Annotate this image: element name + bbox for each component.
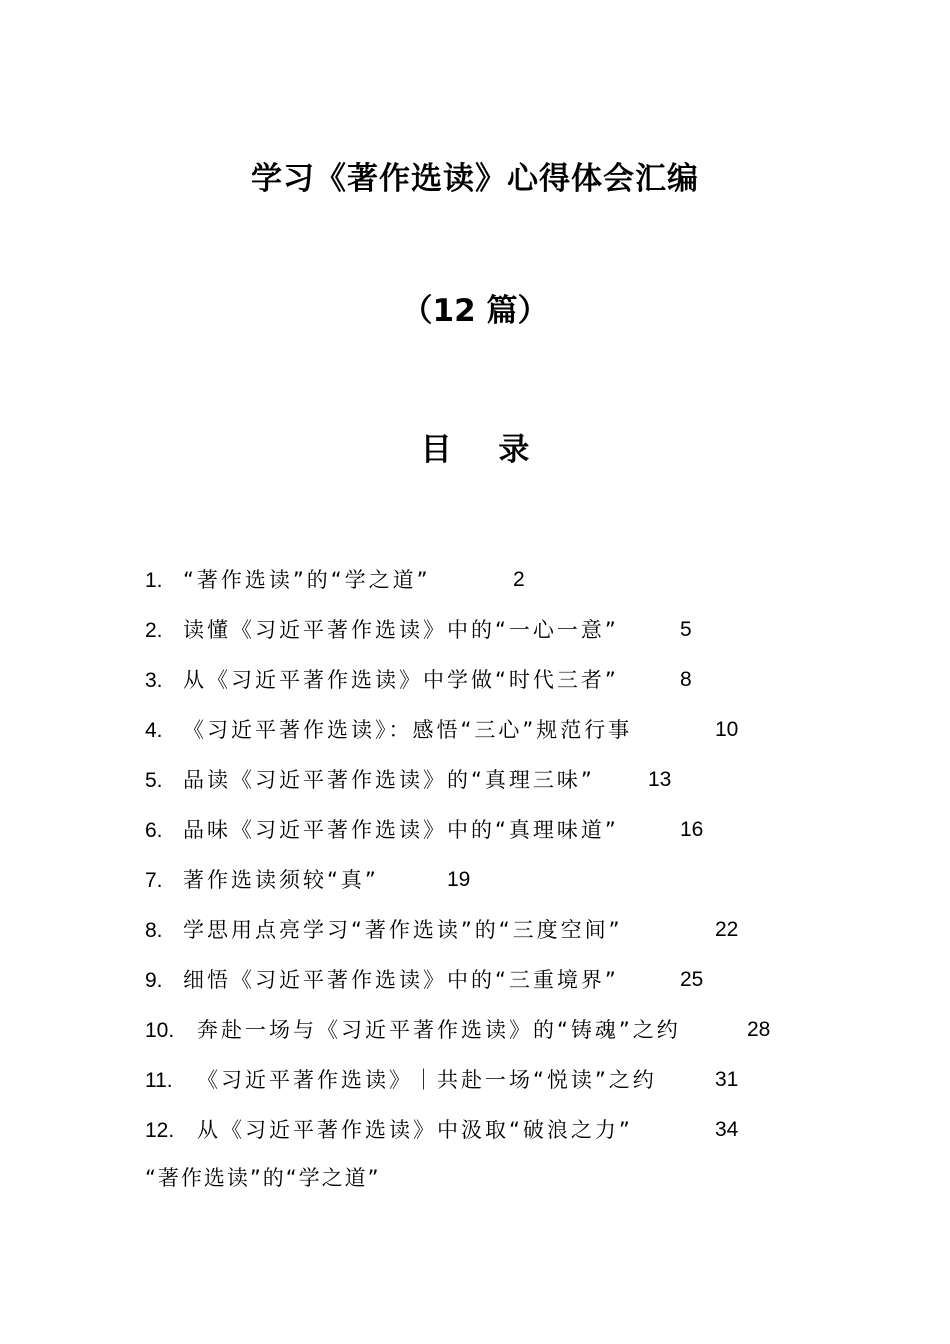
toc-item-number: 10.	[145, 1019, 175, 1042]
toc-item[interactable]	[145, 1112, 845, 1162]
toc-item[interactable]	[145, 962, 845, 1012]
toc-item-page: 19	[447, 868, 471, 891]
toc-item-number: 8.	[145, 919, 163, 942]
toc-item[interactable]	[145, 762, 845, 812]
toc-item[interactable]	[145, 862, 845, 912]
table-of-contents	[145, 562, 845, 1162]
toc-heading: 目 录	[420, 432, 548, 468]
toc-item[interactable]	[145, 612, 845, 662]
toc-item-page: 5	[680, 618, 692, 641]
toc-item-title: 《习近平著作选读》：感悟“三心”规范行事	[183, 718, 633, 742]
toc-item-title: “著作选读”的“学之道”	[183, 568, 431, 592]
toc-item-page: 34	[715, 1118, 739, 1141]
toc-item[interactable]	[145, 712, 845, 762]
toc-item-number: 5.	[145, 769, 163, 792]
toc-item-page: 25	[680, 968, 704, 991]
toc-item[interactable]	[145, 562, 845, 612]
toc-item-page: 10	[715, 718, 739, 741]
toc-item-title: 从《习近平著作选读》中汲取“破浪之力”	[197, 1118, 633, 1142]
toc-item-number: 9.	[145, 969, 163, 992]
toc-item-page: 8	[680, 668, 692, 691]
toc-item-number: 1.	[145, 569, 163, 592]
toc-item-title: 《习近平著作选读》｜共赴一场“悦读”之约	[197, 1068, 657, 1092]
toc-item[interactable]	[145, 662, 845, 712]
toc-item-number: 6.	[145, 819, 163, 842]
toc-item-page: 13	[648, 768, 672, 791]
toc-item[interactable]	[145, 812, 845, 862]
toc-item-title: 品味《习近平著作选读》中的“真理味道”	[183, 818, 619, 842]
document-title: 学习《著作选读》心得体会汇编	[251, 161, 699, 197]
toc-item-number: 11.	[145, 1069, 173, 1092]
toc-item-title: 学思用点亮学习“著作选读”的“三度空间”	[183, 918, 623, 942]
toc-item[interactable]	[145, 912, 845, 962]
toc-item-title: 从《习近平著作选读》中学做“时代三者”	[183, 668, 619, 692]
toc-item-number: 7.	[145, 869, 163, 892]
toc-item[interactable]	[145, 1012, 845, 1062]
toc-item[interactable]	[145, 1062, 845, 1112]
toc-item-title: 著作选读须较“真”	[183, 868, 379, 892]
document-subtitle: （12 篇）	[401, 293, 549, 329]
toc-item-page: 31	[715, 1068, 739, 1091]
toc-item-title: 奔赴一场与《习近平著作选读》的“铸魂”之约	[197, 1018, 681, 1042]
toc-item-page: 28	[747, 1018, 771, 1041]
toc-item-number: 12.	[145, 1119, 175, 1142]
toc-item-page: 2	[513, 568, 525, 591]
toc-item-number: 4.	[145, 719, 163, 742]
toc-item-title: 读懂《习近平著作选读》中的“一心一意”	[183, 618, 619, 642]
toc-item-number: 2.	[145, 619, 163, 642]
toc-item-number: 3.	[145, 669, 163, 692]
article-heading: “著作选读”的“学之道”	[145, 1166, 381, 1190]
toc-item-page: 16	[680, 818, 704, 841]
toc-item-title: 品读《习近平著作选读》的“真理三味”	[183, 768, 595, 792]
toc-item-title: 细悟《习近平著作选读》中的“三重境界”	[183, 968, 619, 992]
toc-item-page: 22	[715, 918, 739, 941]
